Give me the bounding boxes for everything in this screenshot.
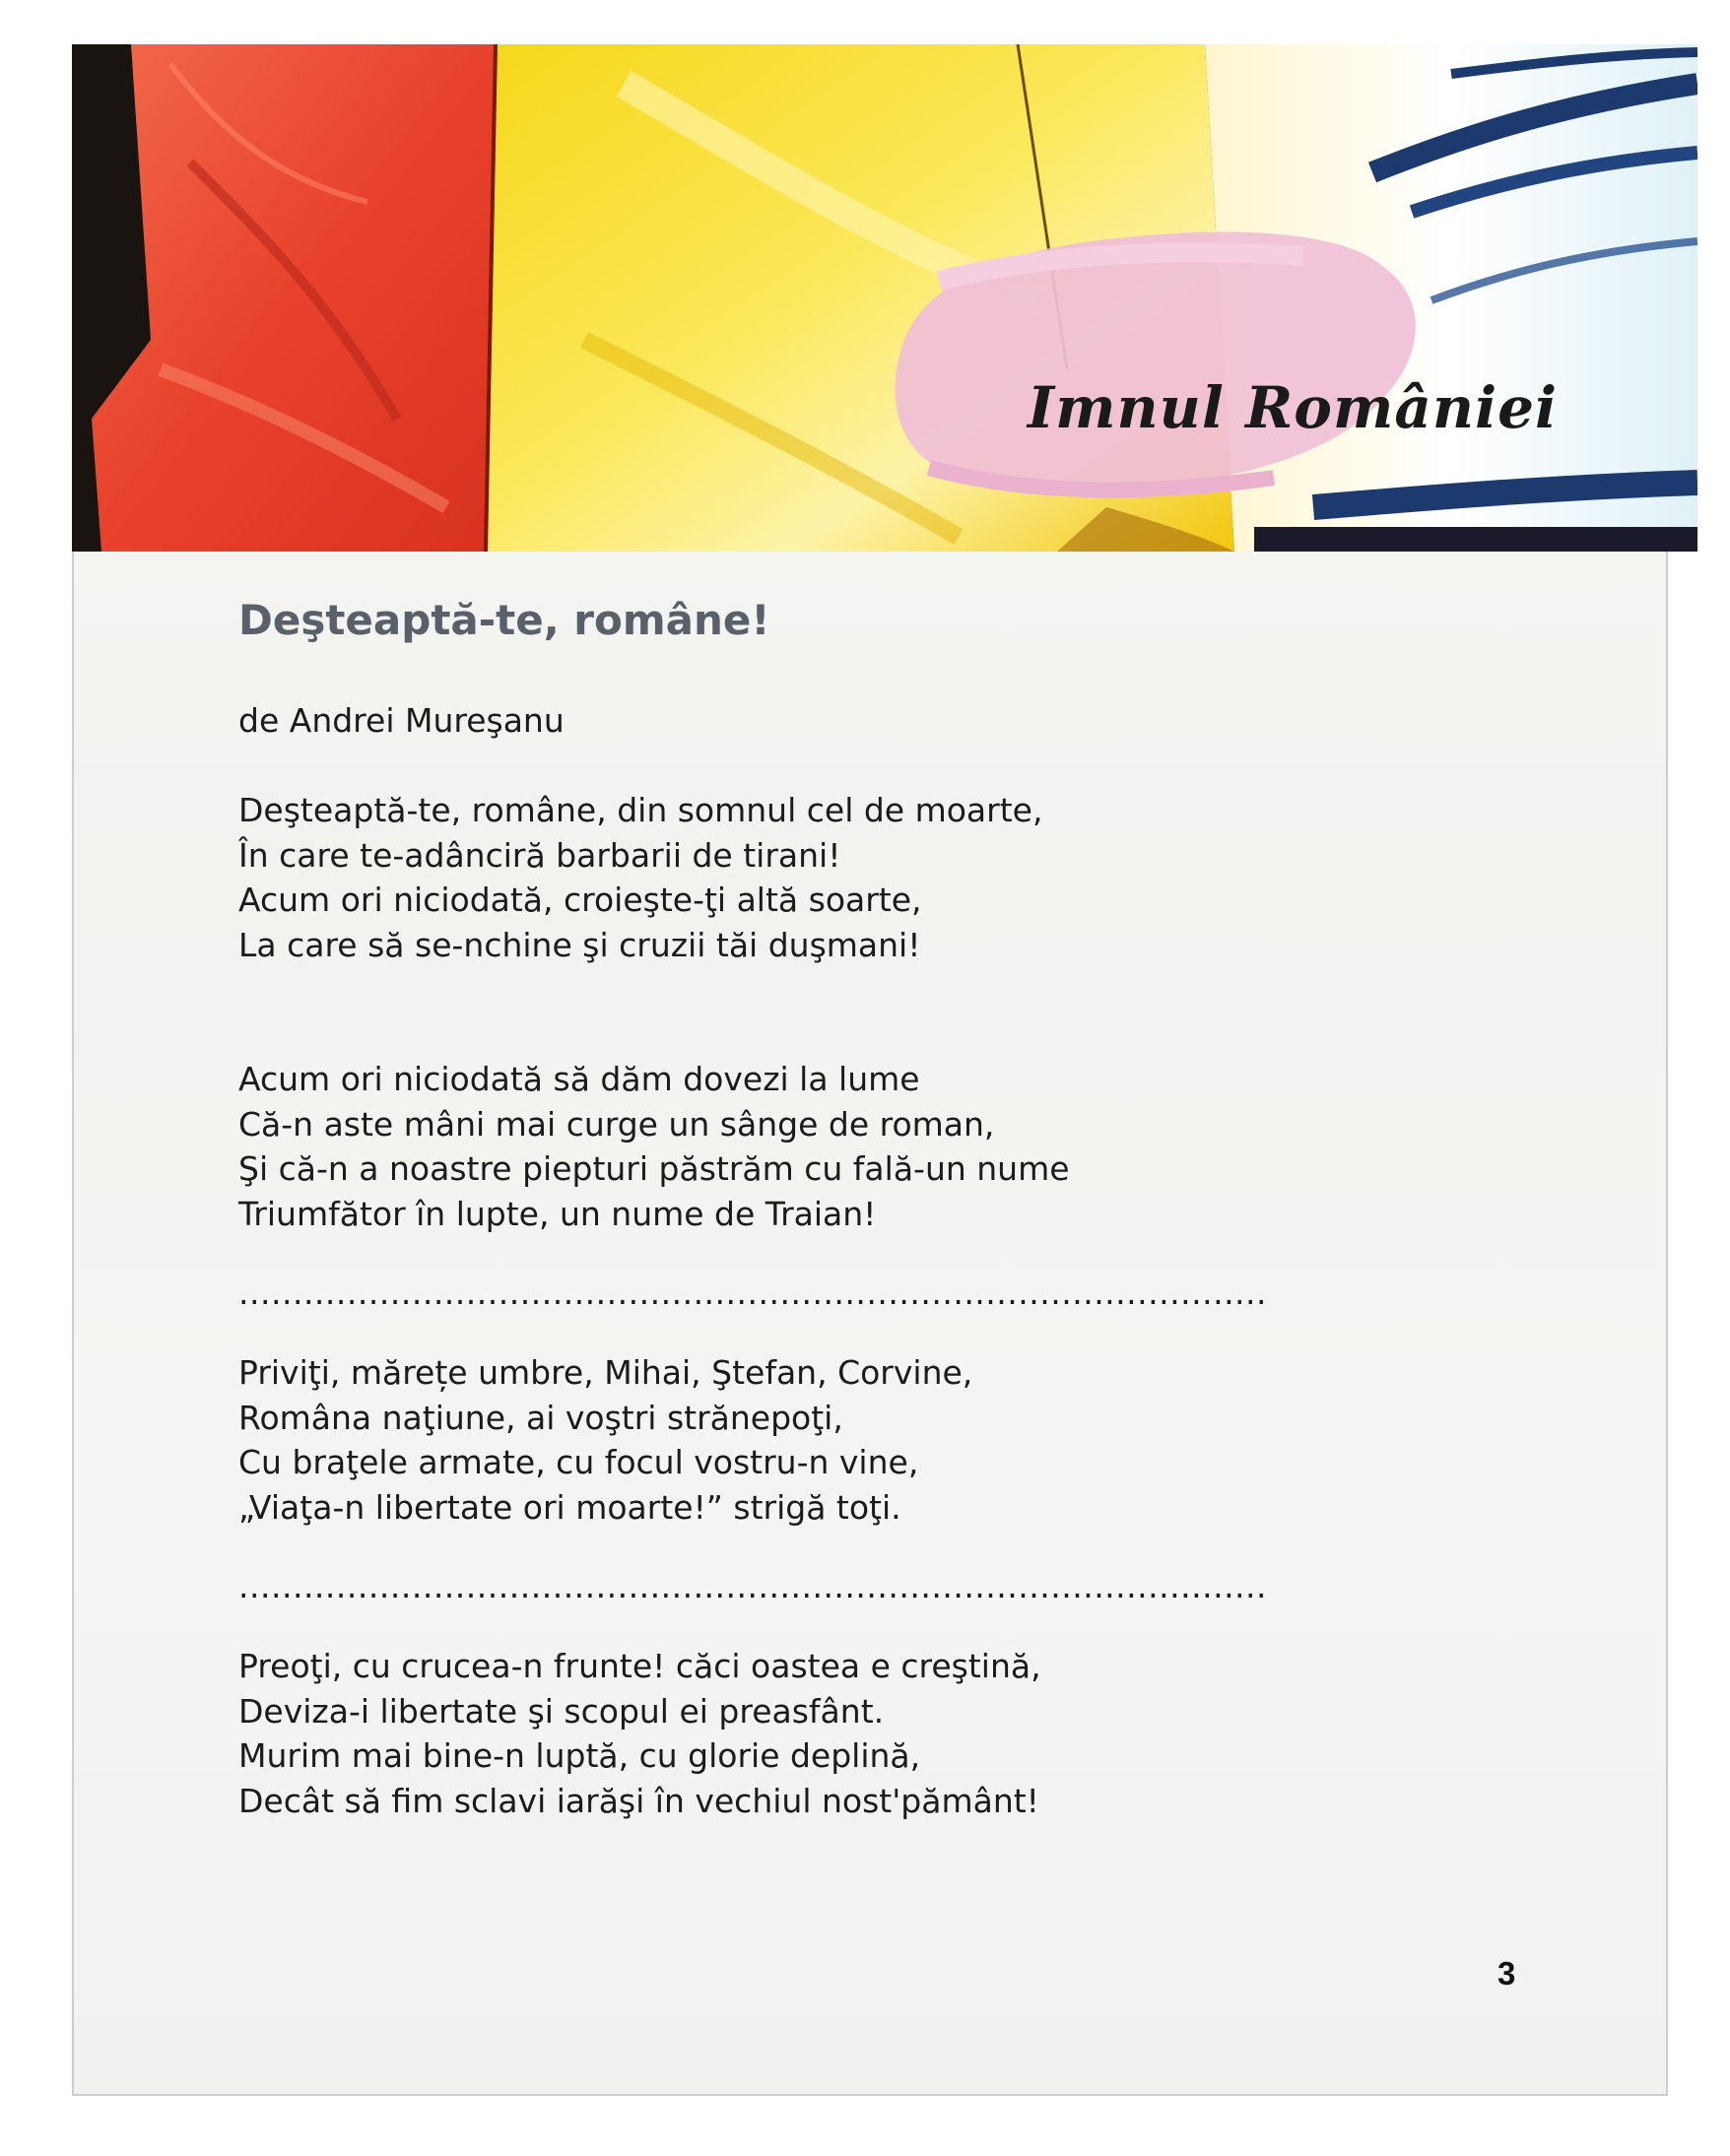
verse-line: La care să se-nchine şi cruzii tăi duşmani! — [238, 925, 921, 964]
verse-line: Deviza-i libertate şi scopul ei preasfânt. — [238, 1691, 885, 1731]
verse-line: Preoţi, cu crucea-n frunte! căci oastea e creştină, — [238, 1647, 1041, 1685]
stanza-3 — [238, 1350, 1421, 1530]
romanian-flag-image — [72, 44, 1697, 552]
stanza-1 — [238, 788, 1421, 967]
stanza-4 — [238, 1644, 1421, 1823]
poem-author: de Andrei Mureşanu — [238, 701, 565, 740]
verse-line: Acum ori niciodată să dăm dovezi la lume — [238, 1060, 920, 1098]
verse-line: Triumfător în lupte, un nume de Traian! — [238, 1194, 877, 1233]
separator-dots: ............................................................................................... — [238, 1567, 1268, 1605]
verse-line: Cu braţele armate, cu focul vostru-n vine, — [238, 1443, 919, 1481]
verse-line: Deşteaptă-te, române, din somnul cel de moarte, — [238, 791, 1043, 829]
verse-line: Şi că-n a noastre piepturi păstrăm cu fală-un nume — [238, 1149, 1070, 1188]
verse-line: Acum ori niciodată, croieşte-ţi altă soarte, — [238, 881, 922, 919]
verse-line: În care te-adânciră barbarii de tirani! — [238, 835, 841, 875]
verse-line: Că-n aste mâni mai curge un sânge de roman, — [238, 1104, 995, 1143]
verse-line: Murim mai bine-n luptă, cu glorie deplină, — [238, 1736, 921, 1775]
page-number: 3 — [1497, 1955, 1516, 1992]
poem-title: Deşteaptă-te, române! — [238, 596, 770, 644]
separator-dots: ............................................................................................... — [238, 1274, 1268, 1312]
banner-title: Imnul României — [1028, 374, 1559, 441]
stanza-2 — [238, 1057, 1421, 1236]
verse-line: „Viaţa-n libertate ori moarte!” strigă toţi. — [238, 1487, 901, 1527]
verse-line: Româna naţiune, ai voştri strănepoţi, — [238, 1398, 843, 1437]
verse-line: Decât să fim sclavi iarăşi în vechiul nost'pământ! — [238, 1781, 1039, 1820]
header-banner — [72, 44, 1697, 552]
verse-line: Priviţi, mărețe umbre, Mihai, Ştefan, Corvine, — [238, 1353, 973, 1392]
poem-content — [238, 591, 1421, 1823]
